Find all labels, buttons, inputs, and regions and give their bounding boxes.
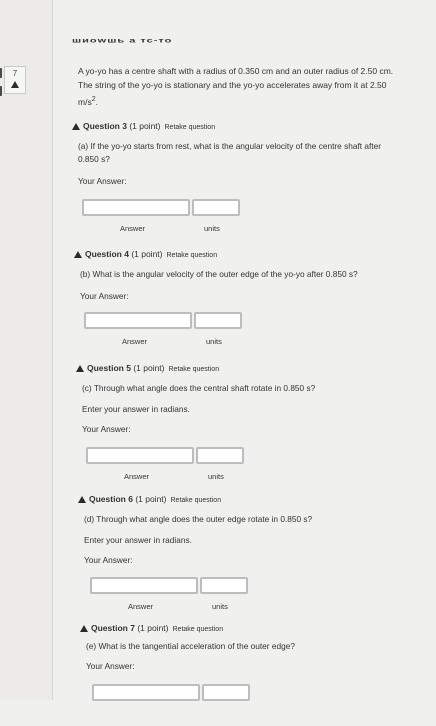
units-input[interactable] — [192, 199, 240, 216]
units-caption: units — [208, 472, 224, 481]
question-points: (1 point) — [133, 363, 165, 373]
retake-question-link[interactable]: Retake question — [172, 626, 224, 633]
question-text: (a) If the yo-yo starts from rest, what is the angular velocity of the centre shaft after 0.850 s? — [78, 141, 381, 164]
question-title: Question 3 — [83, 121, 127, 131]
answer-row — [90, 577, 418, 619]
question-title: Question 6 — [89, 494, 133, 504]
answer-caption: Answer — [120, 224, 146, 233]
intro-text-end: . — [95, 96, 99, 107]
question-text: (d) Through what angle does the outer edge rotate in 0.850 s? — [84, 514, 313, 524]
intro-text: A yo-yo has a centre shaft with a radius of 0.350 cm and an outer radius of 2.50 cm. The string of the yo-yo is stationary and the yo-yo accelerates away from it at 2.50 m/s — [78, 66, 394, 107]
units-caption: units — [206, 337, 222, 346]
question-3 — [72, 121, 412, 241]
question-title: Question 5 — [87, 363, 131, 373]
answer-input[interactable] — [86, 447, 194, 464]
question-4 — [74, 249, 414, 354]
question-6 — [78, 494, 418, 619]
question-header — [80, 623, 420, 633]
answer-row — [86, 447, 416, 489]
question-text: (b) What is the angular velocity of the outer edge of the yo-yo after 0.850 s? — [80, 269, 358, 279]
question-points: (1 point) — [137, 623, 169, 633]
units-input[interactable] — [194, 312, 242, 329]
question-intro — [78, 64, 408, 109]
answer-row — [82, 199, 412, 241]
question-header — [78, 494, 418, 504]
units-caption: units — [204, 224, 220, 233]
question-7 — [80, 623, 420, 726]
page-title: шиоwшь а тс-то — [72, 37, 173, 45]
question-instruction: Enter your answer in radians. — [82, 404, 190, 414]
sidebar-question-item-7[interactable] — [4, 66, 26, 86]
question-header — [76, 363, 416, 373]
warning-icon — [11, 81, 19, 88]
answer-input[interactable] — [82, 199, 190, 216]
question-text: (e) What is the tangential acceleration of the outer edge? — [86, 641, 295, 651]
answer-caption: Answer — [128, 602, 154, 611]
answer-row — [92, 684, 420, 726]
units-caption: units — [212, 602, 228, 611]
warning-icon — [76, 365, 84, 372]
your-answer-label: Your Answer: — [82, 424, 131, 434]
sidebar-scroll-marker — [0, 86, 2, 96]
sidebar-scroll-marker — [0, 68, 2, 78]
question-header — [74, 249, 414, 259]
units-input[interactable] — [202, 684, 250, 701]
answer-caption: Answer — [124, 472, 150, 481]
question-text: (c) Through what angle does the central shaft rotate in 0.850 s? — [82, 383, 316, 393]
question-points: (1 point) — [129, 121, 161, 131]
units-input[interactable] — [200, 577, 248, 594]
your-answer-label: Your Answer: — [80, 291, 129, 301]
answer-input[interactable] — [90, 577, 198, 594]
answer-row — [84, 312, 414, 354]
answer-input[interactable] — [92, 684, 200, 701]
question-points: (1 point) — [135, 494, 167, 504]
question-points: (1 point) — [131, 249, 163, 259]
question-header — [72, 121, 412, 131]
intro-superscript: 2 — [91, 95, 96, 103]
warning-icon — [72, 123, 80, 130]
retake-question-link[interactable]: Retake question — [166, 252, 218, 259]
retake-question-link[interactable]: Retake question — [170, 497, 222, 504]
your-answer-label: Your Answer: — [86, 661, 135, 671]
answer-caption: Answer — [122, 337, 148, 346]
warning-icon — [74, 251, 82, 258]
question-title: Question 4 — [85, 249, 129, 259]
warning-icon — [78, 496, 86, 503]
quiz-content — [52, 0, 436, 700]
question-title: Question 7 — [91, 623, 135, 633]
answer-input[interactable] — [84, 312, 192, 329]
units-input[interactable] — [196, 447, 244, 464]
retake-question-link[interactable]: Retake question — [164, 124, 216, 131]
sidebar-question-number: 7 — [12, 69, 18, 78]
warning-icon — [80, 625, 88, 632]
your-answer-label: Your Answer: — [84, 555, 133, 565]
retake-question-link[interactable]: Retake question — [168, 366, 220, 373]
your-answer-label: Your Answer: — [78, 176, 127, 186]
question-5 — [76, 363, 416, 489]
question-sidebar — [0, 0, 53, 700]
question-instruction: Enter your answer in radians. — [84, 535, 192, 545]
